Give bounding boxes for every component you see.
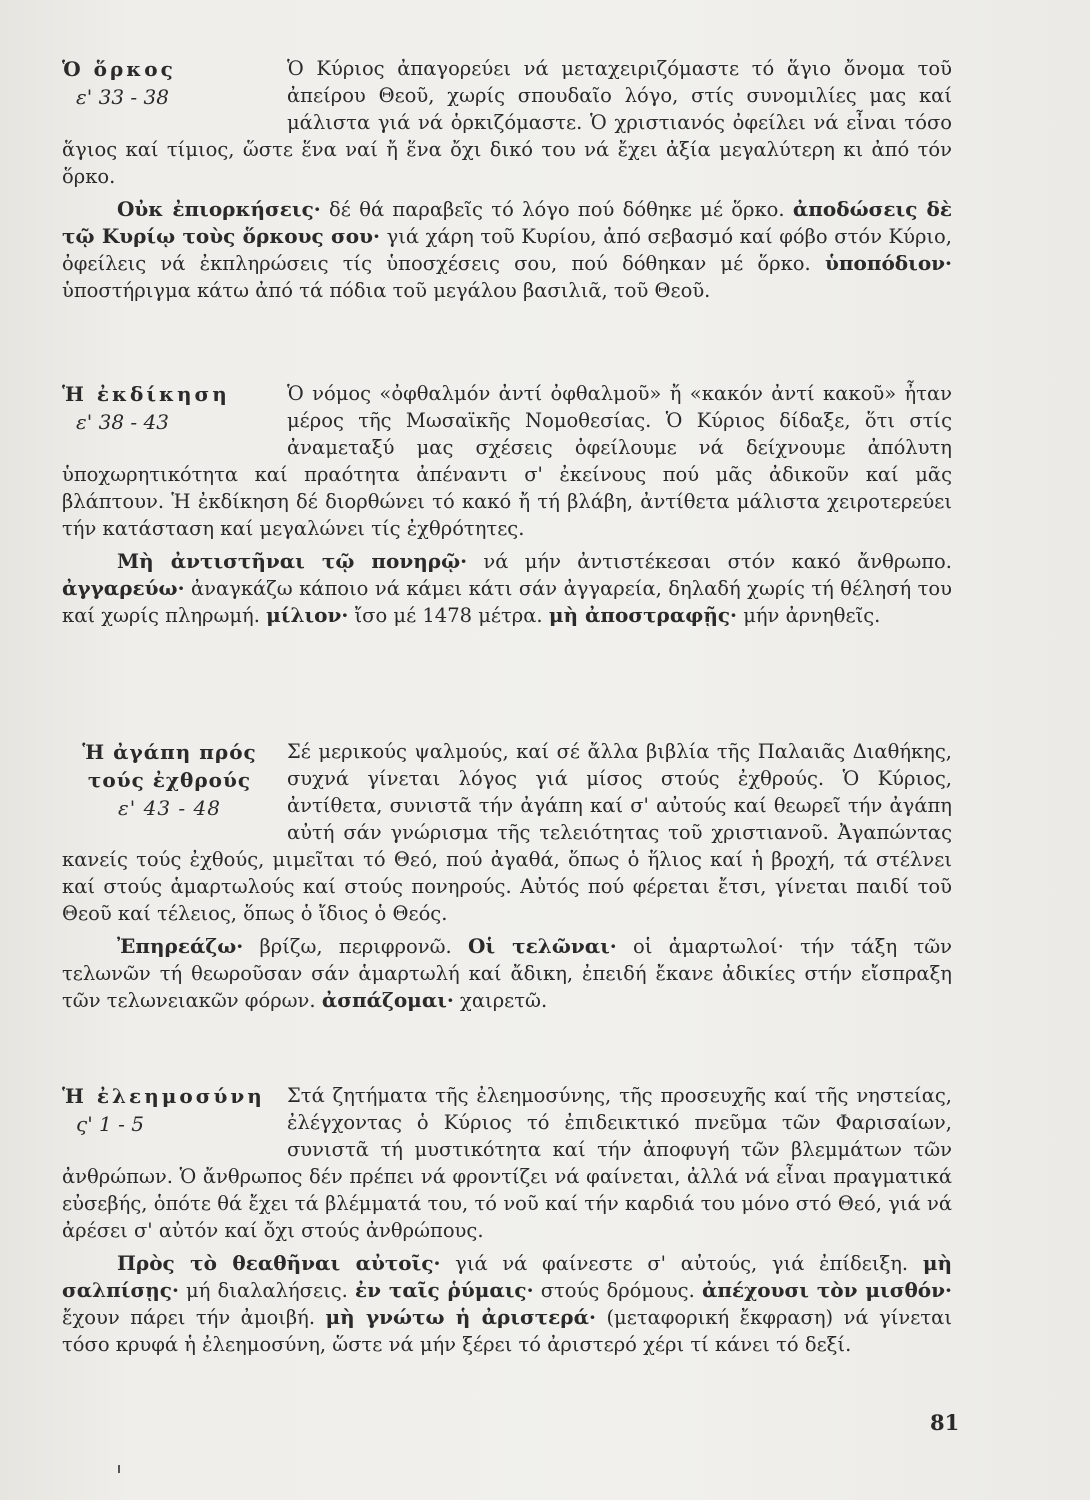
section-revenge (62, 380, 952, 629)
section-body: Σέ μερικούς ψαλμούς, καί σέ ἄλλα βιβλία τῆς Παλαιᾶς Διαθήκης, συχνά γίνεται λόγος γιά μίσος στούς ἐχθρούς. Ὁ Κύριος, ἀντίθετα, συνιστᾶ τήν ἀγάπη καί σ' αὐτούς καί θεωρεῖ τήν ἀγάπη αὐτή σάν γνώρισμα τῆς τελειότητας τοῦ χριστιανοῦ. Ἀγαπώντας κανείς τούς ἐχθούς, μιμεῖται τό Θεό, πού ἀγαθά, ὅπως ὁ ἥλιος καί ἡ βροχή, τά στέλνει καί στούς ἁμαρτωλούς καί στούς πονηρούς. Αὐτός πού φέρεται ἔτσι, γίνεται παιδί τοῦ Θεοῦ καί τέλειος, ὅπως ὁ ἴδιος ὁ Θεός. (62, 740, 952, 925)
section-body: Ὁ νόμος «ὀφθαλμόν ἀντί ὀφθαλμοῦ» ἤ «κακόν ἀντί κακοῦ» ἦταν μέρος τῆς Μωσαϊκῆς Νομοθεσίας. Ὁ Κύριος δίδαξε, ὅτι στίς ἀναμεταξύ μας σχέσεις ὀφείλουμε νά δείχνουμε ἀπόλυτη ὑποχωρητικότητα καί πραότητα ἀπέναντι σ' ἐκείνους πού μᾶς ἀδικοῦν καί μᾶς βλάπτουν. Ἡ ἐκδίκηση δέ διορθώνει τό κακό ἤ τή βλάβη, ἀντίθετα μάλιστα χειροτερεύει τήν κατάσταση καί μεγαλώνει τίς ἐχθρότητες. (62, 382, 952, 540)
glossary-definition: μή διαλαλήσεις. (178, 1279, 355, 1302)
section-title: Ἡ ἐλεημοσύνη (62, 1084, 265, 1108)
section-body: Ὁ Κύριος ἀπαγορεύει νά μεταχειριζόμαστε τό ἅγιο ὄνομα τοῦ ἀπείρου Θεοῦ, χωρίς σπουδαῖο λόγο, στίς συνομιλίες μας καί μάλιστα γιά νά ὁρκιζόμαστε. Ὁ χριστιανός ὀφείλει νά εἶναι τόσο ἅγιος καί τίμιος, ὥστε ἕνα ναί ἤ ἕνα ὄχι δικό του νά ἔχει ἀξία μεγαλύτερη κι ἀπό τόν ὅρκο. (62, 57, 952, 188)
section-almsgiving (62, 1082, 952, 1358)
glossary-definition: βρίζω, περιφρονῶ. (243, 935, 469, 958)
glossary-term: Οὐκ ἐπιορκήσεις· (117, 197, 321, 221)
verse-reference: ς' 1 - 5 (76, 1112, 144, 1136)
glossary-definition: νά μήν ἀντιστέκεσαι στόν κακό ἄνθρωπο. (467, 550, 952, 573)
glossary-definition: ἴσο μέ 1478 μέτρα. (348, 604, 549, 627)
glossary-term: ἀπέχουσι τὸν μισθόν· (701, 1278, 952, 1302)
glossary-term: μίλιον· (266, 603, 349, 627)
glossary-definition: γιά χάρη τοῦ Κυρίου, ἀπό σεβασμό καί φόβο στόν Κύριο, ὀφείλεις νά ἐκπληρώσεις τίς ὑποσχέσεις σου, πού δόθηκαν μέ ὅρκο. (62, 225, 953, 275)
section-body: Στά ζητήματα τῆς ἐλεημοσύνης, τῆς προσευχῆς καί τῆς νηστείας, ἐλέγχοντας ὁ Κύριος τό ἐπιδεικτικό πνεῦμα τῶν Φαρισαίων, συνιστᾶ τή μυστικότητα καί τήν ἀποφυγή τῶν βλεμμάτων τῶν ἀνθρώπων. Ὁ ἄνθρωπος δέν πρέπει νά φροντίζει νά φαίνεται, ἀλλά νά εἶναι πραγματικά εὐσεβής, ὁπότε θά ἔχει τά βλέμματά του, τό νοῦ καί τήν καρδιά του μόνο στό Θεό, γιά νά ἀρέσει σ' αὐτόν καί ὄχι στούς ἀνθρώπους. (62, 1084, 952, 1242)
verse-reference: ε' 38 - 43 (76, 410, 169, 434)
glossary-term: ἀποδώσεις δὲ τῷ Κυρίῳ τοὺς ὅρκους σου· (62, 197, 952, 248)
glossary-term: ὑποπόδιον· (824, 251, 952, 275)
glossary-note (62, 548, 952, 629)
glossary-definition: ἀναγκάζω κάποιο νά κάμει κάτι σάν ἀγγαρεία, δηλαδή χωρίς τή θέλησή του καί χωρίς πληρωμή. (62, 577, 952, 627)
glossary-definition: δέ θά παραβεῖς τό λόγο πού δόθηκε μέ ὅρκο. (320, 198, 793, 221)
scan-mark (118, 1465, 120, 1473)
section-heading (62, 55, 277, 111)
section-title: Ἡ ἀγάπη πρός τούς ἐχθρούς (82, 740, 257, 792)
verse-reference: ε' 33 - 38 (76, 85, 169, 109)
section-heading (62, 380, 277, 436)
glossary-term: Πρὸς τὸ θεαθῆναι αὐτοῖς· (117, 1251, 441, 1275)
glossary-definition: στούς δρόμους. (533, 1279, 702, 1302)
glossary-definition: οἱ ἁμαρτωλοί· τήν τάξη τῶν τελωνῶν τή θεωροῦσαν σάν ἁμαρτωλή καί ἄδικη, ἐπειδή ἔκανε ἀδικίες στήν εἴσπραξη τῶν τελωνειακῶν φόρων. (62, 935, 952, 1012)
glossary-term: μὴ σαλπίσῃς· (62, 1251, 952, 1302)
section-title: Ὁ ὅρκος (62, 57, 176, 81)
section-oath (62, 55, 952, 304)
glossary-definition: γιά νά φαίνεστε σ' αὐτούς, γιά ἐπίδειξη. (440, 1252, 923, 1275)
glossary-note (62, 196, 952, 304)
section-title: Ἡ ἐκδίκηση (62, 382, 230, 406)
page-number: 81 (930, 1410, 960, 1435)
glossary-definition: (μεταφορική ἔκφραση) νά γίνεται τόσο κρυφά ἡ ἐλεημοσύνη, ὥστε νά μήν ξέρει τό ἀριστερό χέρι τί κάνει τό δεξί. (62, 1306, 952, 1356)
glossary-term: Μὴ ἀντιστῆναι τῷ πονηρῷ· (117, 549, 468, 573)
glossary-definition: χαιρετῶ. (453, 989, 548, 1012)
section-heading (62, 738, 277, 822)
glossary-term: Ἐπηρεάζω· (117, 934, 244, 958)
verse-reference: ε' 43 - 48 (118, 796, 221, 820)
glossary-term: μὴ ἀποστραφῇς· (548, 603, 737, 627)
section-heading (62, 1082, 277, 1138)
glossary-definition: ἔχουν πάρει τήν ἀμοιβή. (62, 1306, 326, 1329)
glossary-definition: ὑποστήριγμα κάτω ἀπό τά πόδια τοῦ μεγάλου βασιλιᾶ, τοῦ Θεοῦ. (62, 279, 711, 302)
glossary-note (62, 933, 952, 1014)
glossary-note (62, 1250, 952, 1358)
glossary-term: μὴ γνώτω ἡ ἀριστερά· (325, 1305, 596, 1329)
glossary-term: ἐν ταῖς ῥύμαις· (354, 1278, 534, 1302)
glossary-term: ἀσπάζομαι· (321, 988, 454, 1012)
glossary-term: ἀγγαρεύω· (62, 576, 185, 600)
glossary-term: Οἱ τελῶναι· (468, 934, 617, 958)
section-love-enemies (62, 738, 952, 1014)
glossary-definition: μήν ἀρνηθεῖς. (737, 604, 881, 627)
